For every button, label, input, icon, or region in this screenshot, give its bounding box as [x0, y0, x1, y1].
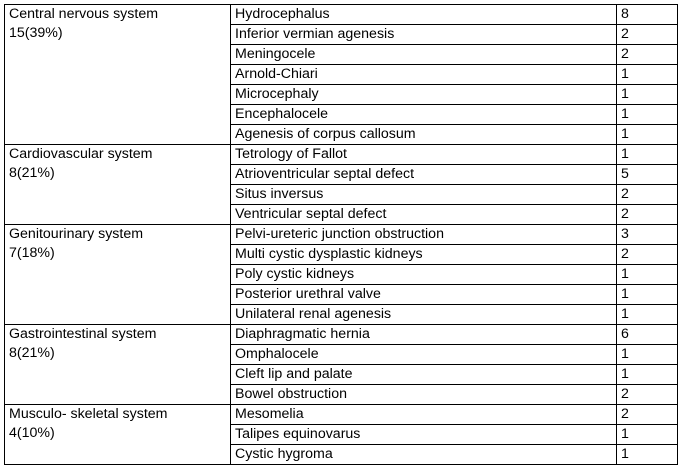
anomaly-cell: Multi cystic dysplastic kidneys: [231, 245, 617, 265]
count-cell: 2: [617, 45, 678, 65]
anomaly-cell: Inferior vermian agenesis: [231, 25, 617, 45]
count-cell: 1: [617, 365, 678, 385]
count-cell: 2: [617, 245, 678, 265]
anomaly-cell: Unilateral renal agenesis: [231, 305, 617, 325]
table-row: [5, 225, 678, 245]
anomaly-cell: Cleft lip and palate: [231, 365, 617, 385]
count-cell: 2: [617, 405, 678, 425]
anomaly-cell: Poly cystic kidneys: [231, 265, 617, 285]
count-cell: 3: [617, 225, 678, 245]
count-cell: 2: [617, 185, 678, 205]
anomaly-cell: Tetrology of Fallot: [231, 145, 617, 165]
anomaly-cell: Agenesis of corpus callosum: [231, 125, 617, 145]
table-row: [5, 325, 678, 345]
anomaly-cell: Diaphragmatic hernia: [231, 325, 617, 345]
anomaly-cell: Hydrocephalus: [231, 5, 617, 25]
anomaly-cell: Omphalocele: [231, 345, 617, 365]
anomaly-cell: Encephalocele: [231, 105, 617, 125]
anomaly-cell: Microcephaly: [231, 85, 617, 105]
count-cell: 1: [617, 105, 678, 125]
anomaly-cell: Posterior urethral valve: [231, 285, 617, 305]
anomaly-cell: Talipes equinovarus: [231, 425, 617, 445]
table-row: [5, 405, 678, 425]
count-cell: 1: [617, 445, 678, 465]
anomaly-cell: Mesomelia: [231, 405, 617, 425]
count-cell: 1: [617, 65, 678, 85]
count-cell: 8: [617, 5, 678, 25]
count-cell: 2: [617, 205, 678, 225]
system-cell: [5, 5, 231, 145]
anomaly-cell: Ventricular septal defect: [231, 205, 617, 225]
anomaly-cell: Cystic hygroma: [231, 445, 617, 465]
system-summary: 15(39%): [9, 25, 63, 41]
count-cell: 1: [617, 345, 678, 365]
system-cell: [5, 145, 231, 225]
table-row: [5, 5, 678, 25]
system-name: Central nervous system: [9, 6, 159, 22]
system-summary: 8(21%): [9, 165, 55, 181]
anomalies-table: [4, 4, 678, 465]
count-cell: 1: [617, 85, 678, 105]
system-name: Musculo- skeletal system: [9, 406, 168, 422]
system-summary: 8(21%): [9, 345, 55, 361]
system-name: Cardiovascular system: [9, 146, 153, 162]
anomaly-cell: Arnold-Chiari: [231, 65, 617, 85]
count-cell: 1: [617, 265, 678, 285]
count-cell: 1: [617, 125, 678, 145]
table-row: [5, 145, 678, 165]
count-cell: 5: [617, 165, 678, 185]
system-summary: 7(18%): [9, 245, 55, 261]
anomaly-cell: Situs inversus: [231, 185, 617, 205]
count-cell: 6: [617, 325, 678, 345]
system-name: Genitourinary system: [9, 226, 144, 242]
count-cell: 2: [617, 25, 678, 45]
anomaly-cell: Meningocele: [231, 45, 617, 65]
count-cell: 1: [617, 145, 678, 165]
count-cell: 2: [617, 385, 678, 405]
anomaly-cell: Atrioventricular septal defect: [231, 165, 617, 185]
system-cell: [5, 225, 231, 325]
system-cell: [5, 325, 231, 405]
count-cell: 1: [617, 285, 678, 305]
count-cell: 1: [617, 425, 678, 445]
anomaly-cell: Bowel obstruction: [231, 385, 617, 405]
system-name: Gastrointestinal system: [9, 326, 157, 342]
system-cell: [5, 405, 231, 465]
anomaly-cell: Pelvi-ureteric junction obstruction: [231, 225, 617, 245]
count-cell: 1: [617, 305, 678, 325]
table-body: [5, 5, 678, 465]
system-summary: 4(10%): [9, 425, 55, 441]
